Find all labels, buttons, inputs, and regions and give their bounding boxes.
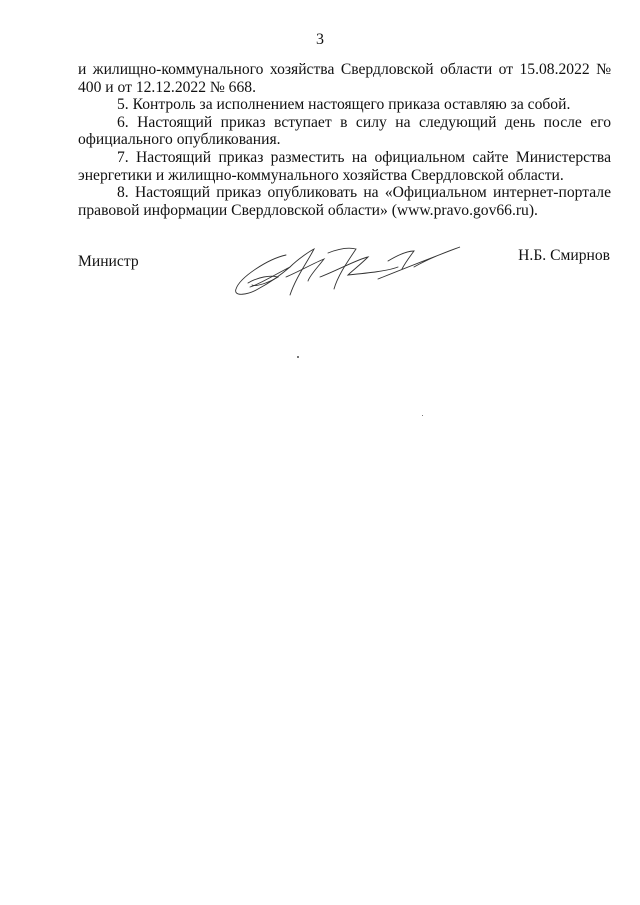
- paragraph-item-8: 8. Настоящий приказ опубликовать на «Официальном интернет-портале правовой информации Свердловской области» (www.pravo.gov66.ru).: [78, 184, 611, 219]
- signatory-title: Министр: [78, 253, 139, 270]
- paragraph-continuation: и жилищно-коммунального хозяйства Свердловской области от 15.08.2022 № 400 и от 12.12.2022 № 668.: [78, 61, 611, 96]
- scan-speck: [297, 356, 299, 358]
- paragraph-item-6: 6. Настоящий приказ вступает в силу на следующий день после его официального опубликования.: [78, 113, 611, 149]
- paragraph-item-7: 7. Настоящий приказ разместить на официальном сайте Министерства энергетики и жилищно-коммунального хозяйства Свердловской области.: [78, 148, 611, 184]
- document-body: [78, 61, 611, 219]
- signatory-name: Н.Б. Смирнов: [518, 247, 610, 264]
- handwritten-signature-icon: [228, 237, 468, 307]
- page-number: 3: [316, 31, 324, 48]
- paragraph-item-5: 5. Контроль за исполнением настоящего приказа оставляю за собой.: [117, 96, 571, 114]
- signature-block: [0, 247, 640, 313]
- scan-speck: [422, 415, 423, 416]
